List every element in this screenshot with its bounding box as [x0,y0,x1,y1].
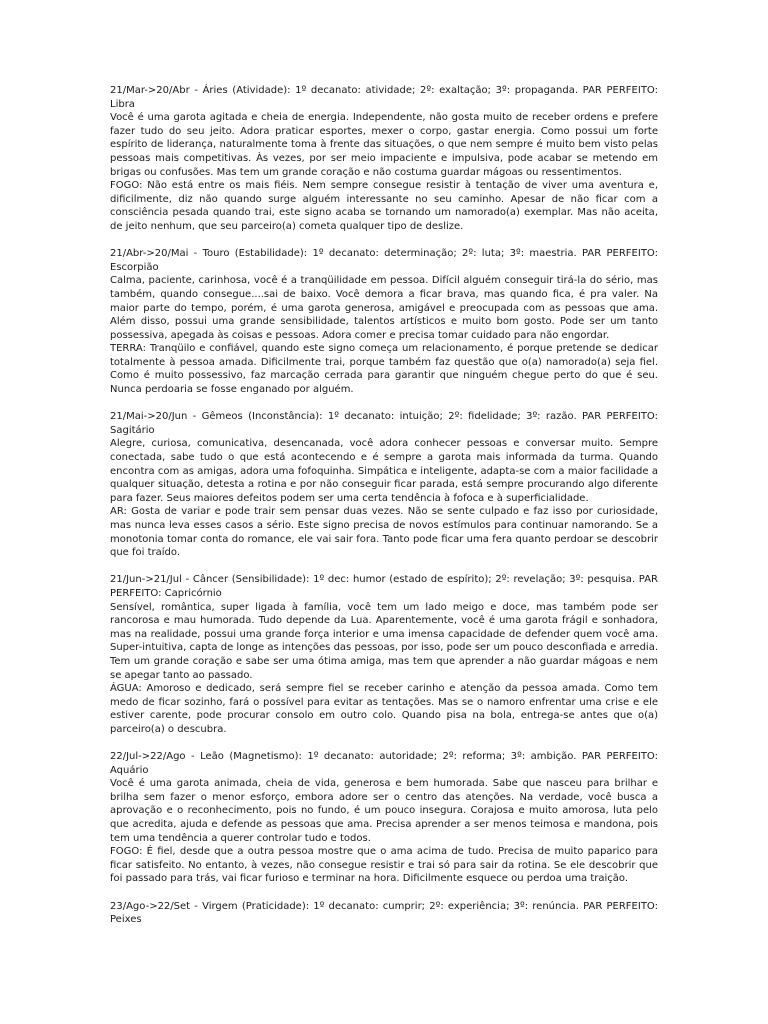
section-heading: 21/Abr->20/Mai - Touro (Estabilidade): 1º decanato: determinação; 2º: luta; 3º: maestria. PAR PERFEITO: Escorpião [110,248,658,273]
section-element: FOGO: Não está entre os mais fiéis. Nem sempre consegue resistir à tentação de viver uma aventura e, dificilmente, diz não quando surge alguém interessante no seu caminho. Apesar de não ficar com a consciência pesada quando trai, este signo acaba se tornando um namorado(a) exemplar. Mas não aceita, de jeito nenhum, que seu parceiro(a) cometa qualquer tipo de deslize. [110,180,658,232]
section-element: TERRA: Tranqüilo e confiável, quando este signo começa um relacionamento, é porque pretende se dedicar totalmente à pessoa amada. Dificilmente trai, porque também faz questão que o(a) namorado(a) seja fiel. Como é muito possessivo, faz marcação cerrada para garantir que ninguém chegue perto do que é seu. Nunca perdoaria se fosse enganado por alguém. [110,343,658,396]
document-page [110,84,658,940]
section-heading: 21/Mai->20/Jun - Gêmeos (Inconstância): 1º decanato: intuição; 2º: fidelidade; 3º: razão. PAR PERFEITO: Sagitário [110,411,658,436]
sign-section-virgem [110,900,658,927]
section-body: Sensível, romântica, super ligada à família, você tem um lado meigo e doce, mas também pode ser rancorosa e mau humorada. Tudo depende da Lua. Aparentemente, você é uma garota frágil e sonhadora, mas na realidade, possui uma grande força interior e uma imensa capacidade de defender quem você ama. Super-intuitiva, capta de longe as intenções das pessoas, por isso, pode ser um pouco desconfiada e arredia. Tem um grande coração e sabe ser uma ótima amiga, mas tem que aprender a não guardar mágoas e nem se apegar tanto ao passado. [110,601,658,681]
section-heading: 23/Ago->22/Set - Virgem (Praticidade): 1º decanato: cumprir; 2º: experiência; 3º: renúncia. PAR PERFEITO: Peixes [110,900,658,926]
section-body: Você é uma garota agitada e cheia de energia. Independente, não gosta muito de receber ordens e prefere fazer tudo do seu jeito. Adora praticar esportes, mexer o corpo, gastar energia. Como possui um forte espírito de liderança, naturalmente toma à frente das situações, o que nem sempre é muito bem visto pelas pessoas mais competitivas. Às vezes, por ser meio impaciente e impulsiva, pode acabar se metendo em brigas ou confusões. Mas tem um grande coração e não costuma guardar mágoas ou ressentimentos. [110,112,658,178]
section-body: Alegre, curiosa, comunicativa, desencanada, você adora conhecer pessoas e conversar muito. Sempre conectada, sabe tudo o que está acontecendo e é sempre a garota mais informada da turma. Quando encontra com as amigas, adora uma fofoquinha. Simpática e inteligente, adapta-se com a maior facilidade a qualquer situação, detesta a rotina e por não conseguir ficar parada, está sempre procurando algo diferente para fazer. Seus maiores defeitos podem ser uma certa tendência à fofoca e à superficialidade. [110,438,658,504]
sign-section-gemeos [110,410,658,560]
sign-section-cancer [110,573,658,736]
section-body: Calma, paciente, carinhosa, você é a tranqüilidade em pessoa. Difícil alguém conseguir tirá-la do sério, mas também, quando consegue....sai de baixo. Você demora a ficar brava, mas quando fica, é pra valer. Na maior parte do tempo, porém, é uma garota generosa, amigável e preocupada com as pessoas que ama. Além disso, possui uma grande sensibilidade, talentos artísticos e muito bom gosto. Pode ser um tanto possessiva, apegada às coisas e pessoas. Adora comer e precisa tomar cuidado para não engordar. [110,275,658,341]
sign-section-leao [110,750,658,886]
section-body: Você é uma garota animada, cheia de vida, generosa e bem humorada. Sabe que nasceu para brilhar e brilha sem fazer o menor esforço, embora adore ser o centro das atenções. Na verdade, você busca a aprovação e o reconhecimento, pois no fundo, é um pouco insegura. Corajosa e muito amorosa, luta pelo que acredita, ajuda e defende as pessoas que ama. Precisa aprender a ser menos teimosa e mandona, pois tem uma tendência a querer controlar tudo e todos. [110,778,658,844]
section-heading: 22/Jul->22/Ago - Leão (Magnetismo): 1º decanato: autoridade; 2º: reforma; 3º: ambição. PAR PERFEITO: Aquário [110,751,658,776]
sign-section-aries [110,84,658,234]
section-heading: 21/Jun->21/Jul - Câncer (Sensibilidade): 1º dec: humor (estado de espírito); 2º: revelação; 3º: pesquisa. PAR PERFEITO: Capricórnio [110,574,658,599]
section-element: AR: Gosta de variar e pode trair sem pensar duas vezes. Não se sente culpado e faz isso por curiosidade, mas nunca leva esses casos a sério. Este signo precisa de novos estímulos para continuar namorando. Se a monotonia tomar conta do romance, ele vai sair fora. Tanto pode ficar uma fera quanto perdoar se descobrir que foi traído. [110,506,658,559]
section-element: ÁGUA: Amoroso e dedicado, será sempre fiel se receber carinho e atenção da pessoa amada. Como tem medo de ficar sozinho, fará o possível para evitar as tentações. Mas se o namoro enfrentar uma crise e ele estiver carente, pode procurar consolo em outro colo. Quando pisa na bola, entrega-se antes que o(a) parceiro(a) o descubra. [110,683,658,735]
section-heading: 21/Mar->20/Abr - Áries (Atividade): 1º decanato: atividade; 2º: exaltação; 3º: propaganda. PAR PERFEITO: Libra [110,85,658,110]
section-element: FOGO: É fiel, desde que a outra pessoa mostre que o ama acima de tudo. Precisa de muito paparico para ficar satisfeito. No entanto, à vezes, não consegue resistir e trai só para sair da rotina. Se ele descobrir que foi passado para trás, vai ficar furioso e terminar na hora. Dificilmente esquece ou perdoa uma traição. [110,846,658,885]
sign-section-touro [110,247,658,397]
